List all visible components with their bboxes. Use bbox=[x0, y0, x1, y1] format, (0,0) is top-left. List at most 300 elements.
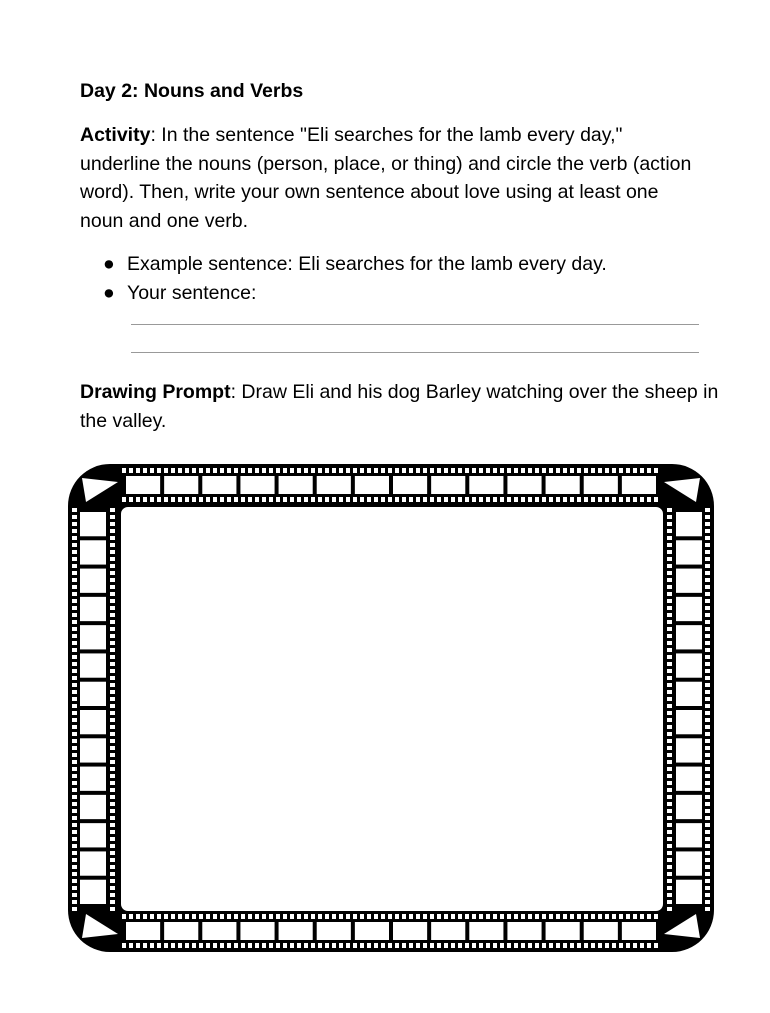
sprocket-hole bbox=[72, 781, 77, 785]
sprocket-hole bbox=[705, 865, 710, 869]
sprocket-hole bbox=[72, 557, 77, 561]
sprocket-hole bbox=[402, 468, 406, 473]
sprocket-hole bbox=[353, 468, 357, 473]
sprocket-hole bbox=[486, 914, 490, 919]
sprocket-hole bbox=[705, 851, 710, 855]
sprocket-hole bbox=[72, 893, 77, 897]
sprocket-hole bbox=[667, 858, 672, 862]
sprocket-hole bbox=[667, 669, 672, 673]
sprocket-hole bbox=[353, 914, 357, 919]
sprocket-hole bbox=[619, 943, 623, 948]
sprocket-hole bbox=[346, 914, 350, 919]
sprocket-hole bbox=[110, 515, 115, 519]
sprocket-hole bbox=[500, 468, 504, 473]
sprocket-hole bbox=[72, 900, 77, 904]
sprocket-hole bbox=[110, 767, 115, 771]
sprocket-hole bbox=[129, 914, 133, 919]
sprocket-hole bbox=[705, 900, 710, 904]
sprocket-hole bbox=[213, 468, 217, 473]
sprocket-hole bbox=[72, 676, 77, 680]
sprocket-hole bbox=[667, 711, 672, 715]
sprocket-hole bbox=[110, 725, 115, 729]
sprocket-hole bbox=[255, 497, 259, 502]
film-frame bbox=[80, 597, 106, 621]
sprocket-hole bbox=[72, 669, 77, 673]
sprocket-hole bbox=[667, 837, 672, 841]
sprocket-hole bbox=[667, 760, 672, 764]
sprocket-hole bbox=[72, 879, 77, 883]
sprocket-hole bbox=[542, 468, 546, 473]
sprocket-hole bbox=[72, 816, 77, 820]
sprocket-hole bbox=[667, 683, 672, 687]
sprocket-hole bbox=[542, 914, 546, 919]
sprocket-hole bbox=[633, 468, 637, 473]
sprocket-hole bbox=[110, 830, 115, 834]
sprocket-hole bbox=[290, 468, 294, 473]
sprocket-hole bbox=[311, 914, 315, 919]
writing-line[interactable] bbox=[131, 324, 699, 325]
sprocket-hole bbox=[598, 914, 602, 919]
sprocket-hole bbox=[72, 585, 77, 589]
sprocket-hole bbox=[667, 816, 672, 820]
sprocket-hole bbox=[535, 914, 539, 919]
sprocket-hole bbox=[654, 943, 658, 948]
sprocket-hole bbox=[304, 497, 308, 502]
sprocket-hole bbox=[423, 468, 427, 473]
sprocket-hole bbox=[178, 468, 182, 473]
sprocket-hole bbox=[72, 550, 77, 554]
sprocket-hole bbox=[206, 497, 210, 502]
sprocket-hole bbox=[110, 893, 115, 897]
sprocket-hole bbox=[72, 718, 77, 722]
sprocket-hole bbox=[346, 943, 350, 948]
sprocket-hole bbox=[110, 697, 115, 701]
bullet-icon: ● bbox=[103, 281, 115, 304]
sprocket-hole bbox=[72, 851, 77, 855]
activity-text: : In the sentence "Eli searches for the lamb every day," underline the nouns (person, place, or thing) and circle the verb (action word). Then, write your own sentence about love using at least one noun and one verb. bbox=[80, 124, 692, 232]
sprocket-hole bbox=[605, 468, 609, 473]
sprocket-hole bbox=[164, 497, 168, 502]
sprocket-hole bbox=[325, 914, 329, 919]
sprocket-hole bbox=[705, 564, 710, 568]
sprocket-hole bbox=[535, 497, 539, 502]
film-frame bbox=[676, 795, 702, 819]
sprocket-hole bbox=[584, 914, 588, 919]
sprocket-hole bbox=[110, 606, 115, 610]
sprocket-hole bbox=[444, 468, 448, 473]
sentence-list bbox=[80, 250, 720, 307]
sprocket-hole bbox=[514, 943, 518, 948]
sprocket-hole bbox=[110, 781, 115, 785]
sprocket-hole bbox=[110, 669, 115, 673]
sprocket-hole bbox=[598, 468, 602, 473]
sprocket-hole bbox=[619, 914, 623, 919]
sprocket-hole bbox=[705, 578, 710, 582]
sprocket-hole bbox=[360, 468, 364, 473]
sprocket-hole bbox=[556, 943, 560, 948]
sprocket-hole bbox=[110, 788, 115, 792]
sprocket-hole bbox=[110, 613, 115, 617]
sprocket-hole bbox=[367, 468, 371, 473]
sprocket-hole bbox=[381, 914, 385, 919]
sprocket-hole bbox=[339, 943, 343, 948]
sprocket-hole bbox=[206, 943, 210, 948]
sprocket-hole bbox=[185, 497, 189, 502]
sprocket-hole bbox=[667, 767, 672, 771]
drawing-prompt-text: : Draw Eli and his dog Barley watching over the sheep in the valley. bbox=[80, 381, 719, 432]
sprocket-hole bbox=[705, 683, 710, 687]
sprocket-hole bbox=[444, 914, 448, 919]
sprocket-hole bbox=[486, 468, 490, 473]
sprocket-hole bbox=[192, 468, 196, 473]
sprocket-hole bbox=[262, 468, 266, 473]
film-frame bbox=[317, 922, 351, 940]
sprocket-hole bbox=[325, 943, 329, 948]
sprocket-hole bbox=[388, 497, 392, 502]
sprocket-hole bbox=[185, 943, 189, 948]
sprocket-hole bbox=[325, 468, 329, 473]
sprocket-hole bbox=[535, 943, 539, 948]
sprocket-hole bbox=[705, 774, 710, 778]
sprocket-hole bbox=[110, 662, 115, 666]
sprocket-hole bbox=[493, 468, 497, 473]
sprocket-hole bbox=[667, 606, 672, 610]
drawing-prompt bbox=[80, 378, 720, 435]
sprocket-hole bbox=[500, 914, 504, 919]
sprocket-hole bbox=[705, 718, 710, 722]
sprocket-hole bbox=[402, 497, 406, 502]
sprocket-hole bbox=[667, 809, 672, 813]
sprocket-hole bbox=[255, 943, 259, 948]
sprocket-hole bbox=[143, 943, 147, 948]
sprocket-hole bbox=[150, 943, 154, 948]
sprocket-hole bbox=[626, 497, 630, 502]
sprocket-hole bbox=[72, 571, 77, 575]
sprocket-hole bbox=[136, 468, 140, 473]
sprocket-hole bbox=[227, 468, 231, 473]
sprocket-hole bbox=[227, 943, 231, 948]
sprocket-hole bbox=[262, 943, 266, 948]
sprocket-hole bbox=[269, 497, 273, 502]
sprocket-hole bbox=[667, 774, 672, 778]
sprocket-hole bbox=[290, 943, 294, 948]
film-frame bbox=[164, 476, 198, 494]
sprocket-hole bbox=[143, 914, 147, 919]
sprocket-hole bbox=[374, 468, 378, 473]
sprocket-hole bbox=[110, 676, 115, 680]
sprocket-hole bbox=[619, 468, 623, 473]
sprocket-hole bbox=[136, 497, 140, 502]
film-frame bbox=[355, 922, 389, 940]
sprocket-hole bbox=[110, 564, 115, 568]
sprocket-hole bbox=[521, 468, 525, 473]
sprocket-hole bbox=[549, 943, 553, 948]
film-frame bbox=[126, 922, 160, 940]
sprocket-hole bbox=[451, 943, 455, 948]
sprocket-hole bbox=[171, 914, 175, 919]
film-frame bbox=[80, 767, 106, 791]
sprocket-hole bbox=[667, 732, 672, 736]
sprocket-hole bbox=[129, 497, 133, 502]
sprocket-hole bbox=[423, 914, 427, 919]
sprocket-hole bbox=[304, 943, 308, 948]
sprocket-hole bbox=[339, 468, 343, 473]
sprocket-hole bbox=[110, 858, 115, 862]
sprocket-hole bbox=[705, 746, 710, 750]
film-frame bbox=[507, 476, 541, 494]
sprocket-hole bbox=[444, 497, 448, 502]
sprocket-hole bbox=[640, 497, 644, 502]
sprocket-hole bbox=[395, 943, 399, 948]
sprocket-hole bbox=[72, 858, 77, 862]
sprocket-hole bbox=[542, 497, 546, 502]
film-frame bbox=[80, 710, 106, 734]
sprocket-hole bbox=[234, 943, 238, 948]
sprocket-hole bbox=[72, 564, 77, 568]
sprocket-hole bbox=[570, 468, 574, 473]
sprocket-hole bbox=[591, 468, 595, 473]
sprocket-hole bbox=[705, 760, 710, 764]
sprocket-hole bbox=[129, 943, 133, 948]
sprocket-hole bbox=[220, 943, 224, 948]
drawing-prompt-label: Drawing Prompt bbox=[80, 381, 231, 403]
film-frame bbox=[469, 476, 503, 494]
sprocket-hole bbox=[667, 578, 672, 582]
sprocket-hole bbox=[667, 529, 672, 533]
film-strip-frame bbox=[66, 462, 716, 954]
sprocket-hole bbox=[72, 823, 77, 827]
sprocket-hole bbox=[110, 900, 115, 904]
film-frame bbox=[126, 476, 160, 494]
sprocket-hole bbox=[110, 851, 115, 855]
sprocket-hole bbox=[667, 550, 672, 554]
sprocket-hole bbox=[563, 914, 567, 919]
sprocket-hole bbox=[374, 497, 378, 502]
sprocket-hole bbox=[72, 760, 77, 764]
sprocket-hole bbox=[72, 662, 77, 666]
sprocket-hole bbox=[521, 914, 525, 919]
sprocket-hole bbox=[465, 468, 469, 473]
sprocket-hole bbox=[667, 627, 672, 631]
sprocket-hole bbox=[220, 497, 224, 502]
sprocket-hole bbox=[493, 497, 497, 502]
sprocket-hole bbox=[72, 711, 77, 715]
film-frame bbox=[240, 922, 274, 940]
sprocket-hole bbox=[605, 943, 609, 948]
example-sentence: Example sentence: Eli searches for the lamb every day. bbox=[127, 253, 607, 275]
sprocket-hole bbox=[381, 497, 385, 502]
sprocket-hole bbox=[110, 718, 115, 722]
sprocket-hole bbox=[297, 497, 301, 502]
sprocket-hole bbox=[705, 655, 710, 659]
sprocket-hole bbox=[72, 907, 77, 911]
sprocket-hole bbox=[416, 468, 420, 473]
sprocket-hole bbox=[647, 468, 651, 473]
sprocket-hole bbox=[549, 497, 553, 502]
sprocket-hole bbox=[110, 704, 115, 708]
sprocket-hole bbox=[500, 497, 504, 502]
sprocket-hole bbox=[647, 497, 651, 502]
sprocket-hole bbox=[164, 914, 168, 919]
film-frame bbox=[584, 476, 618, 494]
sprocket-hole bbox=[241, 943, 245, 948]
sprocket-hole bbox=[705, 634, 710, 638]
sprocket-hole bbox=[591, 914, 595, 919]
sprocket-hole bbox=[283, 468, 287, 473]
sprocket-hole bbox=[705, 704, 710, 708]
sprocket-hole bbox=[605, 914, 609, 919]
sprocket-hole bbox=[353, 943, 357, 948]
sprocket-hole bbox=[647, 914, 651, 919]
sprocket-hole bbox=[667, 620, 672, 624]
sprocket-hole bbox=[409, 943, 413, 948]
sprocket-hole bbox=[493, 943, 497, 948]
writing-line[interactable] bbox=[131, 352, 699, 353]
sprocket-hole bbox=[705, 697, 710, 701]
sprocket-hole bbox=[705, 508, 710, 512]
sprocket-hole bbox=[416, 914, 420, 919]
sprocket-hole bbox=[584, 943, 588, 948]
sprocket-hole bbox=[171, 497, 175, 502]
sprocket-hole bbox=[705, 592, 710, 596]
sprocket-hole bbox=[667, 655, 672, 659]
sprocket-hole bbox=[667, 781, 672, 785]
film-frame bbox=[431, 922, 465, 940]
sprocket-hole bbox=[72, 844, 77, 848]
sprocket-hole bbox=[458, 497, 462, 502]
sprocket-hole bbox=[667, 522, 672, 526]
sprocket-hole bbox=[667, 648, 672, 652]
sprocket-hole bbox=[110, 571, 115, 575]
sprocket-hole bbox=[451, 468, 455, 473]
sprocket-hole bbox=[110, 648, 115, 652]
sprocket-hole bbox=[318, 497, 322, 502]
sprocket-hole bbox=[72, 739, 77, 743]
sprocket-hole bbox=[206, 914, 210, 919]
sprocket-hole bbox=[444, 943, 448, 948]
sprocket-hole bbox=[110, 907, 115, 911]
sprocket-hole bbox=[374, 943, 378, 948]
sprocket-hole bbox=[72, 627, 77, 631]
sprocket-hole bbox=[318, 468, 322, 473]
sprocket-hole bbox=[143, 468, 147, 473]
sprocket-hole bbox=[262, 914, 266, 919]
sprocket-hole bbox=[72, 641, 77, 645]
film-frame bbox=[676, 880, 702, 904]
sprocket-hole bbox=[514, 468, 518, 473]
film-frame bbox=[80, 880, 106, 904]
sprocket-hole bbox=[705, 830, 710, 834]
sprocket-hole bbox=[667, 571, 672, 575]
sprocket-hole bbox=[110, 753, 115, 757]
sprocket-hole bbox=[705, 571, 710, 575]
sprocket-hole bbox=[619, 497, 623, 502]
sprocket-hole bbox=[157, 914, 161, 919]
sprocket-hole bbox=[72, 767, 77, 771]
sprocket-hole bbox=[570, 914, 574, 919]
sprocket-hole bbox=[493, 914, 497, 919]
sprocket-hole bbox=[72, 830, 77, 834]
sprocket-hole bbox=[367, 914, 371, 919]
sprocket-hole bbox=[705, 620, 710, 624]
sprocket-hole bbox=[388, 943, 392, 948]
sprocket-hole bbox=[667, 599, 672, 603]
sprocket-hole bbox=[192, 914, 196, 919]
sprocket-hole bbox=[667, 907, 672, 911]
sprocket-hole bbox=[626, 468, 630, 473]
sprocket-hole bbox=[374, 914, 378, 919]
sprocket-hole bbox=[346, 468, 350, 473]
sprocket-hole bbox=[72, 725, 77, 729]
sprocket-hole bbox=[705, 907, 710, 911]
sprocket-hole bbox=[110, 774, 115, 778]
sprocket-hole bbox=[72, 620, 77, 624]
sprocket-hole bbox=[423, 497, 427, 502]
drawing-area[interactable] bbox=[120, 506, 664, 912]
sprocket-hole bbox=[110, 522, 115, 526]
sprocket-hole bbox=[549, 468, 553, 473]
sprocket-hole bbox=[72, 746, 77, 750]
sprocket-hole bbox=[178, 497, 182, 502]
film-frame bbox=[240, 476, 274, 494]
sprocket-hole bbox=[332, 943, 336, 948]
sprocket-hole bbox=[705, 606, 710, 610]
sprocket-hole bbox=[72, 704, 77, 708]
sprocket-hole bbox=[640, 943, 644, 948]
film-frame bbox=[80, 625, 106, 649]
sprocket-hole bbox=[213, 497, 217, 502]
sprocket-hole bbox=[705, 536, 710, 540]
sprocket-hole bbox=[705, 753, 710, 757]
film-frame bbox=[202, 476, 236, 494]
sprocket-hole bbox=[667, 515, 672, 519]
film-frame bbox=[676, 540, 702, 564]
sprocket-hole bbox=[667, 676, 672, 680]
sprocket-hole bbox=[647, 943, 651, 948]
sprocket-hole bbox=[171, 468, 175, 473]
sprocket-hole bbox=[705, 676, 710, 680]
sprocket-hole bbox=[591, 497, 595, 502]
sprocket-hole bbox=[110, 711, 115, 715]
film-frame bbox=[431, 476, 465, 494]
sprocket-hole bbox=[542, 943, 546, 948]
sprocket-hole bbox=[402, 943, 406, 948]
sprocket-hole bbox=[72, 543, 77, 547]
film-frame bbox=[393, 476, 427, 494]
sprocket-hole bbox=[667, 564, 672, 568]
sprocket-hole bbox=[110, 634, 115, 638]
sprocket-hole bbox=[332, 914, 336, 919]
sprocket-hole bbox=[234, 497, 238, 502]
sprocket-hole bbox=[255, 914, 259, 919]
sprocket-hole bbox=[157, 497, 161, 502]
sprocket-hole bbox=[72, 515, 77, 519]
sprocket-hole bbox=[612, 943, 616, 948]
sprocket-hole bbox=[667, 872, 672, 876]
film-frame bbox=[80, 823, 106, 847]
film-frame bbox=[676, 653, 702, 677]
sprocket-hole bbox=[199, 914, 203, 919]
sprocket-hole bbox=[472, 468, 476, 473]
sprocket-hole bbox=[667, 557, 672, 561]
sprocket-hole bbox=[570, 943, 574, 948]
sprocket-hole bbox=[465, 943, 469, 948]
film-frame bbox=[676, 512, 702, 536]
sprocket-hole bbox=[367, 943, 371, 948]
sprocket-hole bbox=[633, 943, 637, 948]
sprocket-hole bbox=[110, 536, 115, 540]
sprocket-hole bbox=[667, 879, 672, 883]
